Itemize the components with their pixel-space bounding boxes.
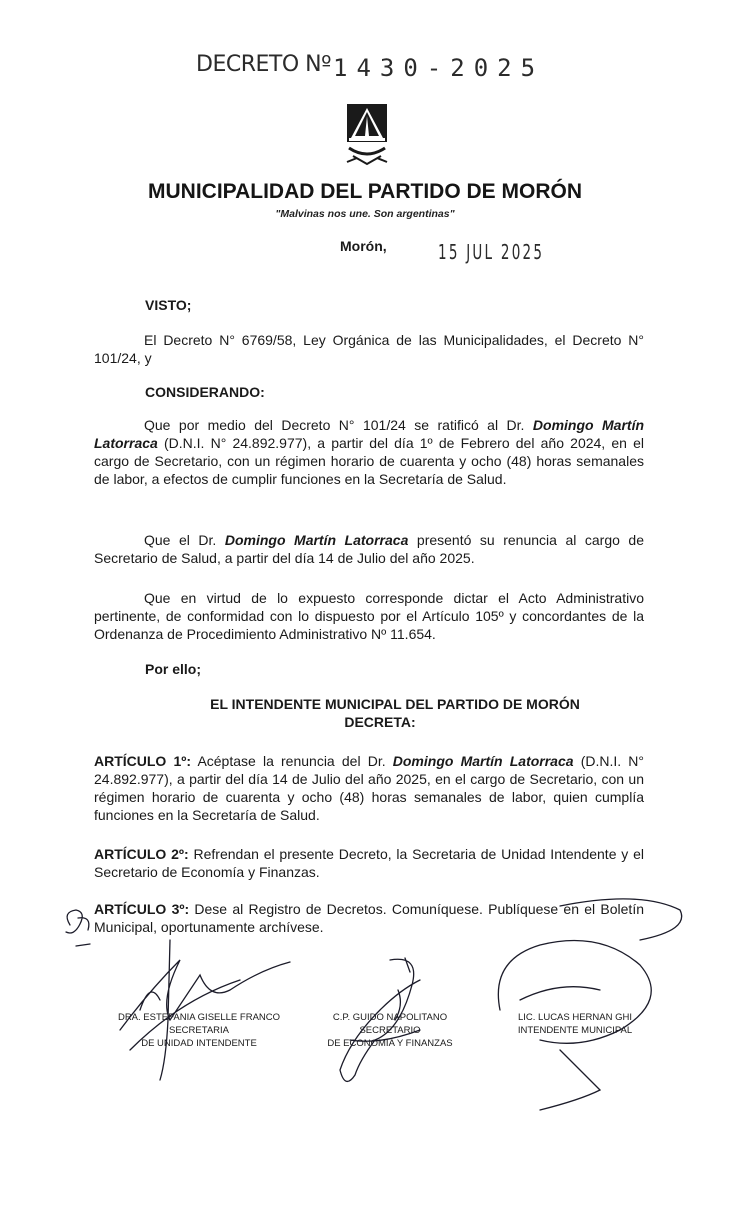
- considerando-paragraph-3: [94, 589, 644, 643]
- article-3: [94, 900, 644, 936]
- signatory-role: INTENDENTE MUNICIPAL: [517, 1025, 633, 1036]
- visto-text: [94, 331, 644, 367]
- decreta-line: DECRETA:: [344, 714, 416, 730]
- p1-rest: (D.N.I. N° 24.892.977), a partir del día 1º de Febrero del año 2024, en el cargo de Secretario, con un régimen horario de cuarenta y ocho (48) horas semanales de labor, a efectos de cumplir funciones en la Secretaría de Salud.: [94, 435, 644, 487]
- person-name: Domingo Martín Latorraca: [392, 753, 574, 769]
- considerando-paragraph-1: [94, 416, 644, 488]
- p3-body: Que en virtud de lo expuesto corresponde dictar el Acto Administrativo pertinente, de conformidad con lo dispuesto por el Artículo 105º y concordantes de la Ordenanza de Procedimiento Administrativo Nº 11.654.: [94, 590, 644, 642]
- article-3-label: ARTÍCULO 3º:: [94, 901, 190, 917]
- considerando-paragraph-2: [94, 531, 644, 567]
- article-2: [94, 845, 644, 881]
- signatory-role: SECRETARIO: [359, 1025, 421, 1036]
- signatory-name: DRA. ESTEFANIA GISELLE FRANCO: [117, 1012, 281, 1023]
- signatory-role: SECRETARIA: [168, 1025, 229, 1036]
- article-1-rest: (D.N.I. N° 24.892.977), a partir del día 14 de Julio del año 2025, en el cargo de Secretario, con un régimen horario de cuarenta y ocho (48) horas semanales de labor, quien cumplía funciones en la Secretaría de Salud.: [94, 753, 645, 823]
- municipal-crest-logo: [343, 102, 391, 170]
- por-ello: Por ello;: [145, 661, 202, 677]
- place: Morón,: [340, 238, 387, 254]
- signatory-ghi: [490, 1011, 660, 1037]
- signatory-area: DE UNIDAD INTENDENTE: [141, 1038, 257, 1049]
- visto-body: El Decreto N° 6769/58, Ley Orgánica de las Municipalidades, el Decreto N° 101/24, y: [94, 332, 644, 366]
- person-name: Domingo Martín Latorraca: [224, 532, 409, 548]
- intendente-line: EL INTENDENTE MUNICIPAL DEL PARTIDO DE MORÓN: [210, 696, 580, 712]
- signatory-name: C.P. GUIDO NAPOLITANO: [332, 1012, 448, 1023]
- decree-label: DECRETO Nº: [196, 52, 331, 77]
- signature-franco: [120, 940, 290, 1080]
- decree-number: 1430-2025: [333, 54, 545, 82]
- date-stamp: 15 JUL 2025: [438, 240, 545, 264]
- decreta-heading: [0, 695, 730, 731]
- initial-mark: [66, 910, 90, 946]
- municipality-title: MUNICIPALIDAD DEL PARTIDO DE MORÓN: [148, 180, 582, 203]
- signatory-napolitano: [300, 1011, 480, 1050]
- p1-lead: Que por medio del Decreto N° 101/24 se ratificó al Dr.: [144, 417, 525, 433]
- article-1: [94, 752, 644, 824]
- considerando-heading: CONSIDERANDO:: [145, 384, 265, 400]
- person-name: Domingo Martín Latorraca: [94, 417, 645, 451]
- visto-heading: VISTO;: [145, 297, 192, 313]
- signatory-franco: [104, 1011, 294, 1050]
- signatory-name: LIC. LUCAS HERNAN GHI: [517, 1012, 633, 1023]
- motto: "Malvinas nos une. Son argentinas": [275, 208, 455, 220]
- article-3-text: Dese al Registro de Decretos. Comuníquese. Publíquese en el Boletín Municipal, oportunamente archívese.: [94, 901, 644, 935]
- article-1-lead: Acéptase la renuncia del Dr.: [197, 753, 386, 769]
- article-2-text: Refrendan el presente Decreto, la Secretaria de Unidad Intendente y el Secretario de Economía y Finanzas.: [94, 846, 644, 880]
- article-1-label: ARTÍCULO 1º:: [94, 753, 192, 769]
- p2-rest: presentó su renuncia al cargo de Secretario de Salud, a partir del día 14 de Julio del año 2025.: [94, 532, 645, 566]
- signatory-area: DE ECONOMIA Y FINANZAS: [327, 1038, 453, 1049]
- p2-lead: Que el Dr.: [144, 532, 217, 548]
- article-2-label: ARTÍCULO 2º:: [94, 846, 189, 862]
